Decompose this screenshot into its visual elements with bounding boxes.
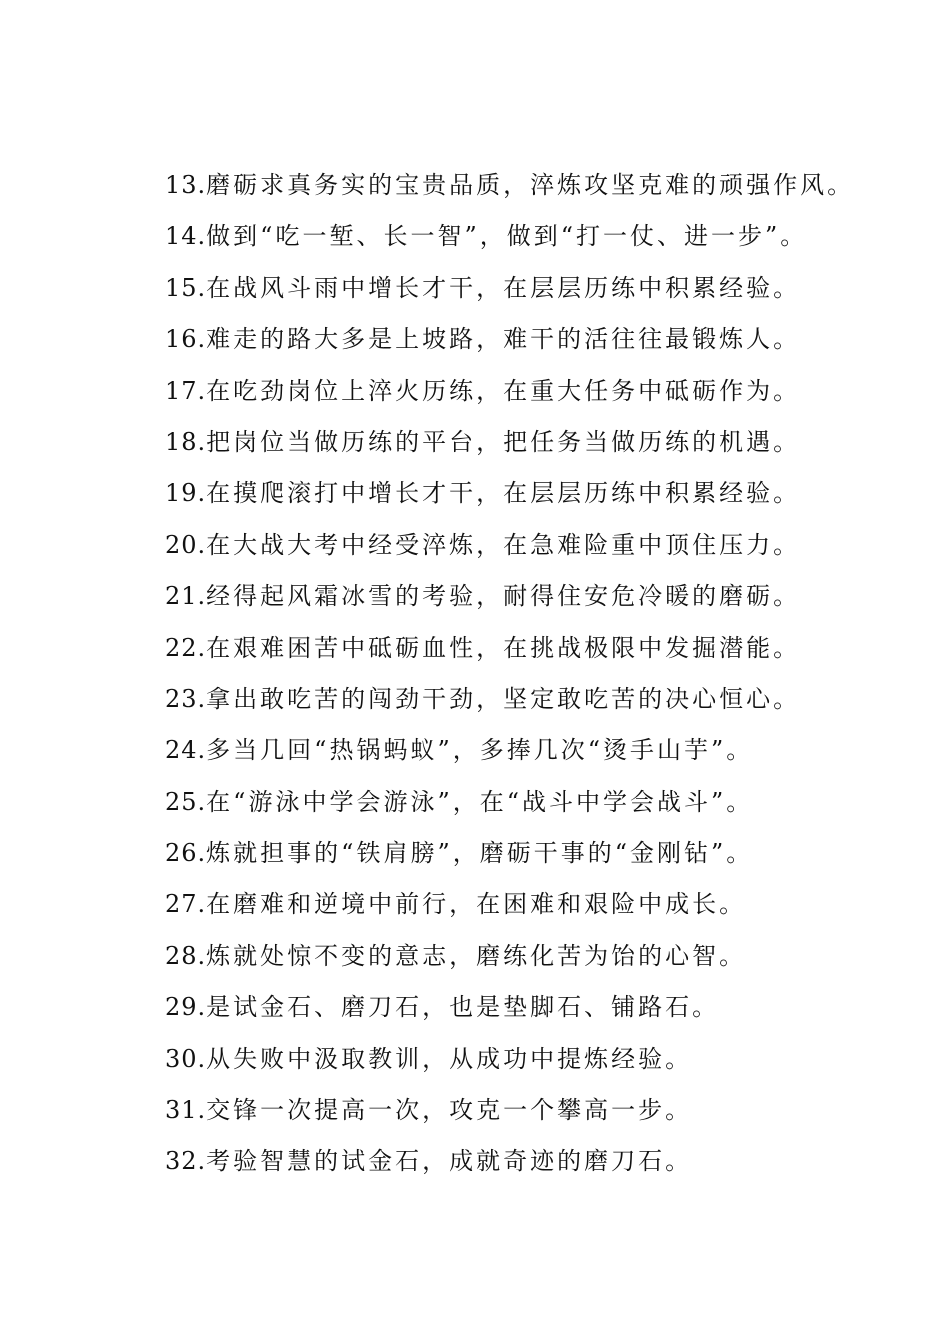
item-number: 30. xyxy=(165,1044,207,1073)
list-item xyxy=(165,371,925,422)
item-number: 25. xyxy=(165,787,207,816)
item-number: 27. xyxy=(165,890,207,919)
list-item xyxy=(165,1039,925,1090)
list-item xyxy=(165,679,925,730)
item-number: 19. xyxy=(165,479,207,508)
item-text: 交锋一次提高一次，攻克一个攀高一步。 xyxy=(206,1096,693,1125)
item-text: 把岗位当做历练的平台，把任务当做历练的机遇。 xyxy=(206,427,801,456)
list-item xyxy=(165,782,925,833)
item-number: 18. xyxy=(165,427,207,456)
list-item xyxy=(165,628,925,679)
item-number: 22. xyxy=(165,633,207,662)
item-number: 29. xyxy=(165,993,207,1022)
list-item xyxy=(165,833,925,884)
item-text: 在“游泳中学会游泳”，在“战斗中学会战斗”。 xyxy=(206,787,754,816)
list-item xyxy=(165,268,925,319)
item-number: 20. xyxy=(165,530,207,559)
item-text: 在摸爬滚打中增长才干，在层层历练中积累经验。 xyxy=(206,479,801,508)
item-number: 23. xyxy=(165,684,207,713)
list-item xyxy=(165,730,925,781)
item-number: 16. xyxy=(165,325,207,354)
item-number: 17. xyxy=(165,376,207,405)
item-number: 31. xyxy=(165,1096,207,1125)
item-text: 在吃劲岗位上淬火历练，在重大任务中砥砺作为。 xyxy=(206,376,801,405)
list-item xyxy=(165,422,925,473)
list-item xyxy=(165,319,925,370)
item-text: 难走的路大多是上坡路，难干的活往往最锻炼人。 xyxy=(206,325,801,354)
item-text: 磨砺求真务实的宝贵品质，淬炼攻坚克难的顽强作风。 xyxy=(206,171,855,199)
list-item xyxy=(165,987,925,1038)
item-number: 24. xyxy=(165,736,207,765)
list-item xyxy=(165,884,925,935)
item-text: 经得起风霜冰雪的考验，耐得住安危冷暖的磨砺。 xyxy=(206,582,801,611)
item-text: 考验智慧的试金石，成就奇迹的磨刀石。 xyxy=(206,1147,693,1176)
list-item xyxy=(165,1141,925,1192)
item-number: 14. xyxy=(165,222,207,251)
list-item xyxy=(165,525,925,576)
item-text: 炼就处惊不变的意志，磨练化苦为饴的心智。 xyxy=(206,941,747,970)
item-text: 多当几回“热锅蚂蚁”，多捧几次“烫手山芋”。 xyxy=(206,736,754,765)
numbered-list xyxy=(165,165,925,1193)
item-text: 炼就担事的“铁肩膀”，磨砺干事的“金刚钻”。 xyxy=(206,839,754,868)
item-text: 在艰难困苦中砥砺血性，在挑战极限中发掘潜能。 xyxy=(206,633,801,662)
list-item xyxy=(165,1090,925,1141)
item-text: 做到“吃一堑、长一智”，做到“打一仗、进一步”。 xyxy=(206,222,808,251)
item-number: 15. xyxy=(165,273,207,302)
list-item xyxy=(165,216,925,267)
list-item xyxy=(165,576,925,627)
item-text: 是试金石、磨刀石，也是垫脚石、铺路石。 xyxy=(206,993,720,1022)
item-number: 21. xyxy=(165,582,207,611)
list-item xyxy=(165,936,925,987)
item-text: 从失败中汲取教训，从成功中提炼经验。 xyxy=(206,1044,693,1073)
list-item xyxy=(165,473,925,524)
item-number: 13. xyxy=(165,171,207,199)
item-number: 26. xyxy=(165,839,207,868)
item-text: 在大战大考中经受淬炼，在急难险重中顶住压力。 xyxy=(206,530,801,559)
item-text: 拿出敢吃苦的闯劲干劲，坚定敢吃苦的决心恒心。 xyxy=(206,684,801,713)
item-text: 在战风斗雨中增长才干，在层层历练中积累经验。 xyxy=(206,273,801,302)
item-number: 32. xyxy=(165,1147,207,1176)
list-item xyxy=(165,165,925,216)
item-text: 在磨难和逆境中前行，在困难和艰险中成长。 xyxy=(206,890,747,919)
item-number: 28. xyxy=(165,941,207,970)
